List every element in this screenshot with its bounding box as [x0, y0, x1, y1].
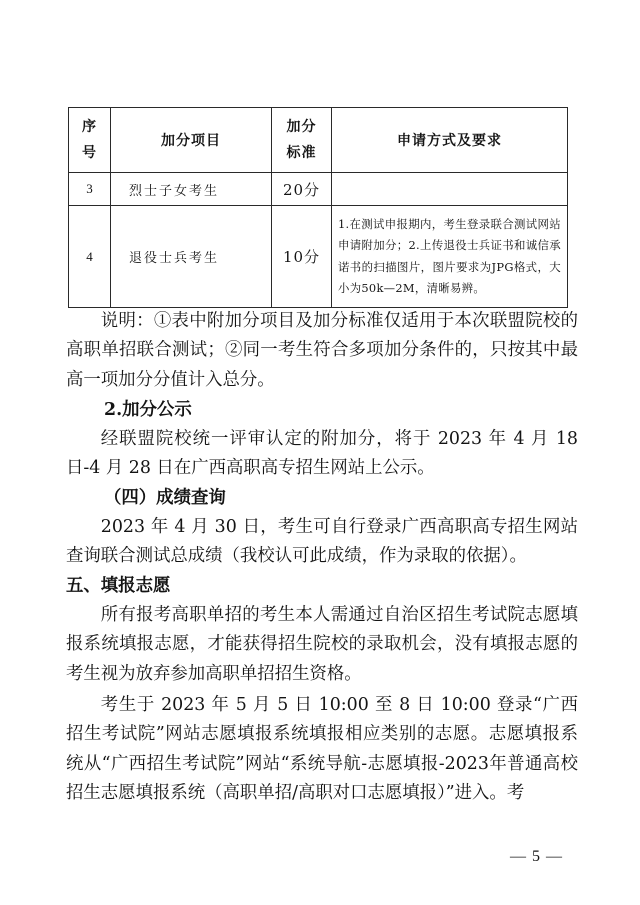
- page-number: — 5 —: [510, 848, 563, 865]
- header-no-line1: 序: [82, 119, 97, 135]
- header-standard-line2: 标准: [286, 145, 317, 161]
- header-standard-line1: 加分: [286, 119, 317, 135]
- table-row: [69, 206, 568, 308]
- row-item: 退役士兵考生: [111, 206, 272, 308]
- section-heading: （四）成绩查询: [104, 488, 226, 508]
- header-requirement: 申请方式及要求: [332, 108, 568, 173]
- row-no: 3: [69, 173, 111, 206]
- section-text: 2023 年 4 月 30 日，考生可自行登录广西高职高专招生网站查询联合测试总成绩（我校认可此成绩，作为录取的依据）。: [66, 517, 578, 567]
- section-text: 所有报考高职单招的考生本人需通过自治区招生考试院志愿填报系统填报志愿，才能获得招生院校的录取机会，没有填报志愿的考生视为放弃参加高职单招招生资格。: [66, 605, 578, 684]
- row-item: 烈士子女考生: [111, 173, 272, 206]
- row-no: 4: [69, 206, 111, 308]
- table-header-row: [69, 108, 568, 173]
- table-note: 说明：①表中附加分项目及加分标准仅适用于本次联盟院校的高职单招联合测试；②同一考生符合多项加分条件的，只按其中最高一项加分分值计入总分。: [66, 311, 578, 390]
- section-heading: 五、填报志愿: [66, 576, 171, 596]
- header-item: 加分项目: [111, 108, 272, 173]
- row-requirement: 1.在测试申报期内，考生登录联合测试网站申请附加分；2.上传退役士兵证书和诚信承诺书的扫描图片，图片要求为JPG格式，大小为50k—2M，清晰易辨。: [332, 206, 568, 308]
- row-requirement: [332, 173, 568, 206]
- row-standard: 20分: [272, 173, 332, 206]
- header-no: [69, 108, 111, 173]
- table-row: [69, 173, 568, 206]
- row-standard: 10分: [272, 206, 332, 308]
- section-text: 经联盟院校统一评审认定的附加分，将于 2023 年 4 月 18 日-4 月 28 日在广西高职高专招生网站上公示。: [66, 429, 578, 479]
- section-text: 考生于 2023 年 5 月 5 日 10:00 至 8 日 10:00 登录“广西招生考试院”网站志愿填报系统填报相应类别的志愿。志愿填报系统从“广西招生考试院”网站“系统导航-志愿填报-2023年普通高校招生志愿填报系统（高职单招/高职对口志愿填报）”进入。考: [66, 695, 578, 803]
- bonus-points-table: [68, 107, 568, 308]
- header-no-line2: 号: [82, 145, 97, 161]
- header-standard: [272, 108, 332, 173]
- section-heading: 2.加分公示: [104, 400, 192, 420]
